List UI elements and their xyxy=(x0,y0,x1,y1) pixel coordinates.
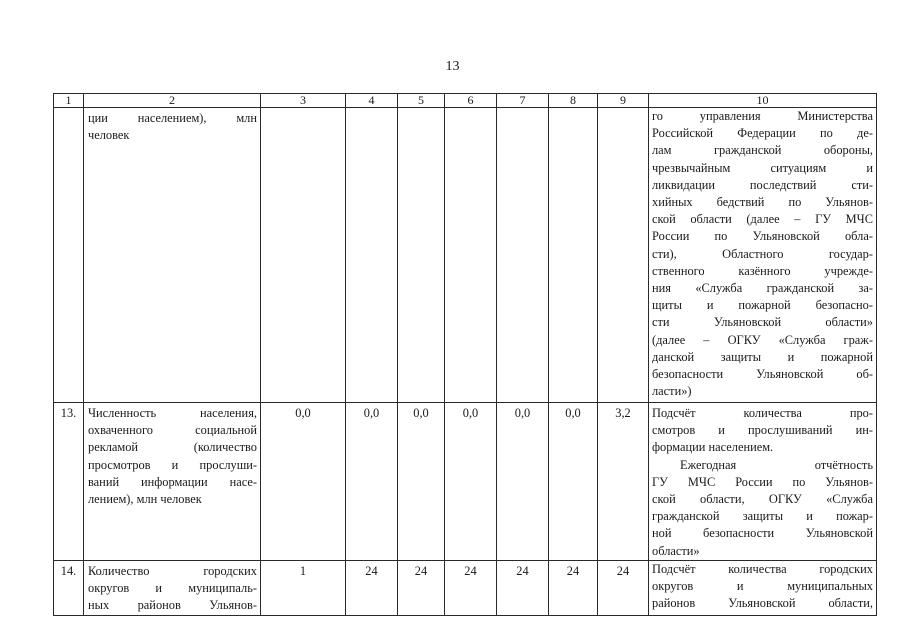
text-line: округов и муниципальных xyxy=(652,579,873,594)
text-line: чрезвычайным ситуациям и xyxy=(652,160,873,175)
table-row-14 xyxy=(54,561,877,616)
indicators-table xyxy=(53,93,877,616)
row-number-cell xyxy=(54,108,84,403)
text-line: ликвидации последствий сти- xyxy=(652,177,873,192)
text-line: щиты и пожарной безопасно- xyxy=(652,298,873,313)
indicator-name-cell xyxy=(84,403,261,561)
value-cell: 3,2 xyxy=(598,403,649,561)
column-header: 3 xyxy=(261,94,346,108)
text-line: гражданской защиты и пожар- xyxy=(652,509,873,524)
column-header: 6 xyxy=(445,94,497,108)
method-source-cell xyxy=(649,108,877,403)
text-line: смотров и прослушиваний ин- xyxy=(652,423,873,438)
value-cell xyxy=(261,108,346,403)
text-line: Количество городских xyxy=(88,564,257,578)
value-cell: 24 xyxy=(549,561,598,616)
column-header: 8 xyxy=(549,94,598,108)
text-line: сти Ульяновской области» xyxy=(652,315,873,330)
text-line: районов Ульяновской области, xyxy=(652,596,873,611)
text-line: го управления Министерства xyxy=(652,109,873,123)
text-line: (далее – ОГКУ «Служба граж- xyxy=(652,332,873,347)
column-header: 5 xyxy=(398,94,445,108)
value-cell: 24 xyxy=(346,561,398,616)
column-header: 7 xyxy=(497,94,549,108)
value-cell: 0,0 xyxy=(261,403,346,561)
row-number-cell: 14. xyxy=(54,561,84,616)
text-line: сти), Областного государ- xyxy=(652,246,873,261)
column-header: 1 xyxy=(54,94,84,108)
text-line: человек xyxy=(88,128,130,143)
text-line: ных районов Ульянов- xyxy=(88,598,257,613)
value-cell: 0,0 xyxy=(445,403,497,561)
text-line: округов и муниципаль- xyxy=(88,581,257,596)
value-cell: 1 xyxy=(261,561,346,616)
text-line: безопасности Ульяновской об- xyxy=(652,367,873,382)
text-line: ственного казённого учрежде- xyxy=(652,263,873,278)
value-cell: 24 xyxy=(445,561,497,616)
text-line: Ежегодная отчётность xyxy=(680,457,873,472)
column-header: 9 xyxy=(598,94,649,108)
row-number-cell: 13. xyxy=(54,403,84,561)
value-cell xyxy=(598,108,649,403)
value-cell xyxy=(497,108,549,403)
text-line: охваченного социальной xyxy=(88,423,257,438)
value-cell: 0,0 xyxy=(346,403,398,561)
text-line: области» xyxy=(652,543,700,558)
method-source-cell xyxy=(649,561,877,616)
value-cell: 0,0 xyxy=(549,403,598,561)
text-line: ции населением), млн xyxy=(88,111,257,125)
text-line: Подсчёт количества городских xyxy=(652,562,873,576)
text-line: ной безопасности Ульяновской xyxy=(652,526,873,541)
indicator-name-cell xyxy=(84,108,261,403)
text-line: ской области, ОГКУ «Служба xyxy=(652,492,873,507)
value-cell xyxy=(445,108,497,403)
text-line: Российской Федерации по де- xyxy=(652,126,873,141)
text-line: ской области (далее – ГУ МЧС xyxy=(652,212,873,227)
text-line: просмотров и прослуши- xyxy=(88,457,257,472)
text-line: лам гражданской обороны, xyxy=(652,143,873,158)
text-line: Численность населения, xyxy=(88,406,257,420)
text-line: ваний информации насе- xyxy=(88,474,257,489)
text-line: формации населением. xyxy=(652,440,774,455)
value-cell: 0,0 xyxy=(398,403,445,561)
indicator-name-cell xyxy=(84,561,261,616)
value-cell: 24 xyxy=(497,561,549,616)
value-cell xyxy=(398,108,445,403)
text-line: России по Ульяновской обла- xyxy=(652,229,873,244)
column-header: 2 xyxy=(84,94,261,108)
text-line: рекламой (количество xyxy=(88,440,257,455)
text-line: ГУ МЧС России по Ульянов- xyxy=(652,474,873,489)
table-row-continued xyxy=(54,108,877,403)
value-cell: 24 xyxy=(398,561,445,616)
text-line: ния «Служба гражданской за- xyxy=(652,281,873,296)
column-header: 10 xyxy=(649,94,877,108)
text-line: хийных бедствий по Ульянов- xyxy=(652,195,873,210)
text-line: ласти») xyxy=(652,384,692,399)
page-number: 13 xyxy=(445,59,460,74)
text-line: лением), млн человек xyxy=(88,492,202,507)
table-header-row xyxy=(54,94,877,108)
table-row-13 xyxy=(54,403,877,561)
method-source-cell xyxy=(649,403,877,561)
value-cell: 24 xyxy=(598,561,649,616)
value-cell: 0,0 xyxy=(497,403,549,561)
text-line: данской защиты и пожарной xyxy=(652,349,873,364)
text-line: Подсчёт количества про- xyxy=(652,406,873,420)
column-header: 4 xyxy=(346,94,398,108)
value-cell xyxy=(346,108,398,403)
value-cell xyxy=(549,108,598,403)
